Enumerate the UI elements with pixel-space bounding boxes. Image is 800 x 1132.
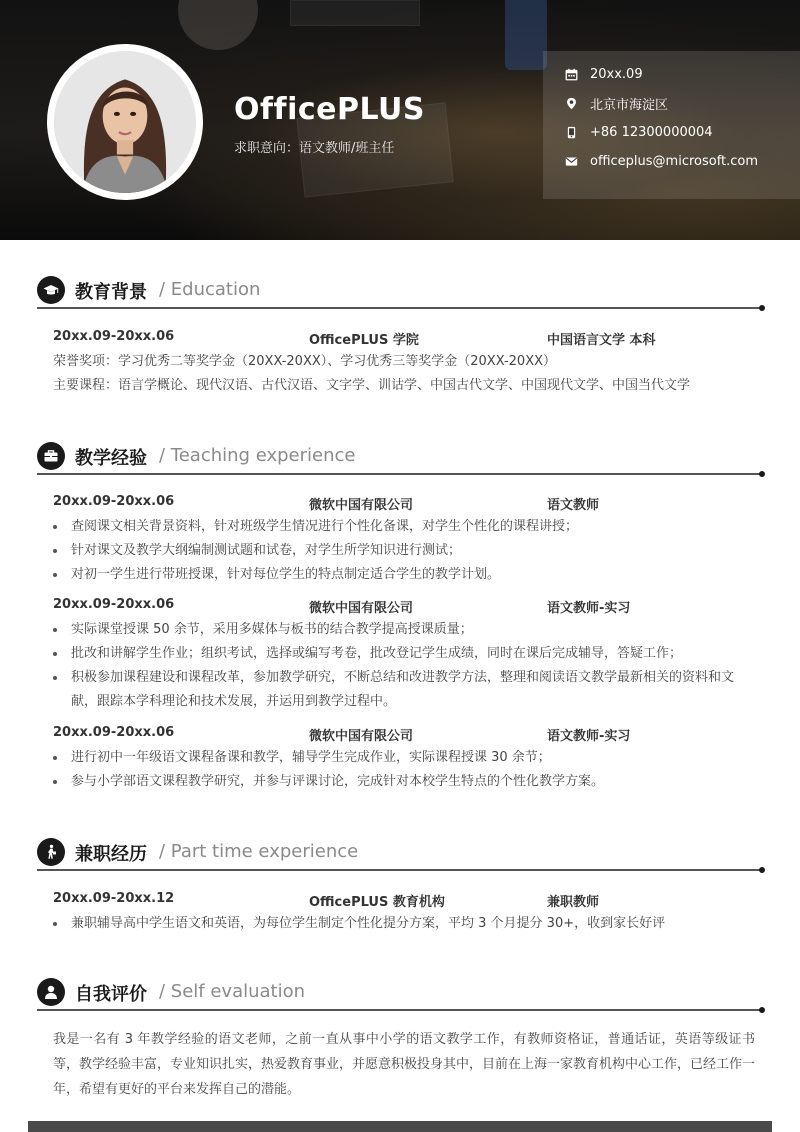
education-divider	[37, 307, 763, 309]
teaching-entry-1-header	[53, 494, 753, 512]
contact-panel	[543, 51, 800, 199]
contact-location-text: 北京市海淀区	[590, 97, 669, 113]
background-pen-cup	[505, 0, 547, 70]
teaching-entry-2-bullet: 实际课堂授课 50 余节，采用多媒体与板书的结合教学提高授课质量；	[53, 618, 753, 642]
parttime-date: 20xx.09-20xx.12	[53, 891, 175, 906]
briefcase-icon	[37, 442, 65, 470]
teaching-entry-1-org: 微软中国有限公司	[309, 498, 414, 513]
parttime-role: 兼职教师	[547, 895, 600, 910]
education-school: OfficePLUS 学院	[309, 333, 419, 348]
teaching-entry-1-bullet: 查阅课文相关背景资料，针对班级学生情况进行个性化备课，对学生个性化的课程讲授；	[53, 515, 753, 539]
parttime-entry-header	[53, 891, 753, 909]
profile-photo-frame	[47, 44, 203, 200]
teaching-entry-1-bullet: 针对课文及教学大纲编制测试题和试卷，对学生所学知识进行测试；	[53, 539, 753, 563]
contact-phone-text: +86 12300000004	[590, 124, 713, 140]
user-icon	[37, 978, 65, 1006]
location-pin-icon	[565, 97, 578, 110]
contact-email[interactable]	[565, 151, 758, 171]
profile-photo	[54, 51, 196, 193]
contact-birth-text: 20xx.09	[590, 66, 643, 82]
contact-birth	[565, 64, 643, 84]
education-section	[37, 274, 763, 404]
education-entry-header	[53, 329, 753, 347]
education-date: 20xx.09-20xx.06	[53, 329, 175, 344]
teaching-header	[37, 440, 763, 474]
self-evaluation-section	[37, 976, 763, 1106]
background-book	[290, 0, 420, 26]
parttime-org: OfficePLUS 教育机构	[309, 895, 445, 910]
education-courses: 主要课程：语言学概论、现代汉语、古代汉语、文字学、训诂学、中国古代文学、中国现代文学、中国当代文学	[53, 378, 691, 393]
teaching-entry-2-bullet: 批改和讲解学生作业；组织考试，选择或编写考卷，批改登记学生成绩，同时在课后完成辅导，答疑工作；	[53, 642, 753, 666]
education-title: 教育背景	[75, 282, 147, 303]
education-header	[37, 274, 763, 308]
parttime-bullet: 兼职辅导高中学生语文和英语，为每位学生制定个性化提分方案，平均 3 个月提分 30+，收到家长好评	[53, 912, 753, 936]
education-honors: 荣誉奖项：学习优秀二等奖学金（20XX-20XX）、学习优秀三等奖学金（20XX-20XX）	[53, 354, 557, 369]
education-major: 中国语言文学 本科	[547, 333, 656, 348]
self-evaluation-divider	[37, 1009, 763, 1011]
teaching-entry-1-date: 20xx.09-20xx.06	[53, 494, 175, 509]
person-walking-icon	[37, 838, 65, 866]
parttime-header	[37, 836, 763, 870]
teaching-entry-1-role: 语文教师	[547, 498, 600, 513]
footer-bar	[28, 1121, 772, 1132]
teaching-entry-3-bullet: 进行初中一年级语文课程备课和教学，辅导学生完成作业，实际课程授课 30 余节；	[53, 746, 753, 770]
resume-header	[0, 0, 800, 240]
calendar-icon	[565, 68, 578, 81]
phone-icon	[565, 126, 578, 139]
parttime-divider	[37, 869, 763, 871]
teaching-entry-2-date: 20xx.09-20xx.06	[53, 597, 175, 612]
teaching-entry-2-role: 语文教师-实习	[547, 601, 631, 616]
teaching-entry-3-date: 20xx.09-20xx.06	[53, 725, 175, 740]
contact-phone	[565, 122, 713, 142]
background-clock	[178, 0, 258, 50]
graduation-cap-icon	[37, 276, 65, 304]
contact-email-text[interactable]: officeplus@microsoft.com	[590, 153, 759, 169]
teaching-entry-2-org: 微软中国有限公司	[309, 601, 414, 616]
self-evaluation-title: 自我评价	[75, 984, 147, 1005]
self-evaluation-header	[37, 976, 763, 1010]
teaching-entry-3-role: 语文教师-实习	[547, 729, 631, 744]
teaching-subtitle: / Teaching experience	[159, 445, 356, 466]
teaching-title: 教学经验	[75, 448, 147, 469]
parttime-section	[37, 836, 763, 936]
teaching-entry-3-header	[53, 725, 753, 743]
contact-location	[565, 93, 668, 113]
self-evaluation-text: 我是一名有 3 年教学经验的语文老师，之前一直从事中小学的语文教学工作，有教师资格证，普通话证，英语等级证书等，教学经验丰富，专业知识扎实，热爱教育事业，并愿意积极投身其中，目前在上海一家教育机构中心工作，已经工作一年，希望有更好的平台来发挥自己的潜能。	[53, 1032, 756, 1097]
job-objective: 求职意向：语文教师/班主任	[234, 141, 395, 156]
email-icon	[565, 155, 578, 168]
teaching-entry-3-bullet: 参与小学部语文课程教学研究，并参与评课讨论，完成针对本校学生特点的个性化教学方案。	[53, 770, 753, 794]
teaching-entry-2-bullet: 积极参加课程建设和课程改革，参加教学研究，不断总结和改进教学方法，整理和阅读语文教学最新相关的资料和文献，跟踪本学科理论和技术发展，并运用到教学过程中。	[53, 666, 753, 714]
teaching-divider	[37, 473, 763, 475]
candidate-name: OfficePLUS	[234, 92, 426, 127]
teaching-entry-3-org: 微软中国有限公司	[309, 729, 414, 744]
teaching-entry-1-bullet: 对初一学生进行带班授课，针对每位学生的特点制定适合学生的教学计划。	[53, 563, 753, 587]
portrait-illustration	[54, 51, 196, 193]
education-subtitle: / Education	[159, 279, 261, 300]
parttime-title: 兼职经历	[75, 844, 147, 865]
parttime-subtitle: / Part time experience	[159, 841, 359, 862]
teaching-entry-2-header	[53, 597, 753, 615]
self-evaluation-subtitle: / Self evaluation	[159, 981, 306, 1002]
teaching-section	[37, 440, 763, 810]
